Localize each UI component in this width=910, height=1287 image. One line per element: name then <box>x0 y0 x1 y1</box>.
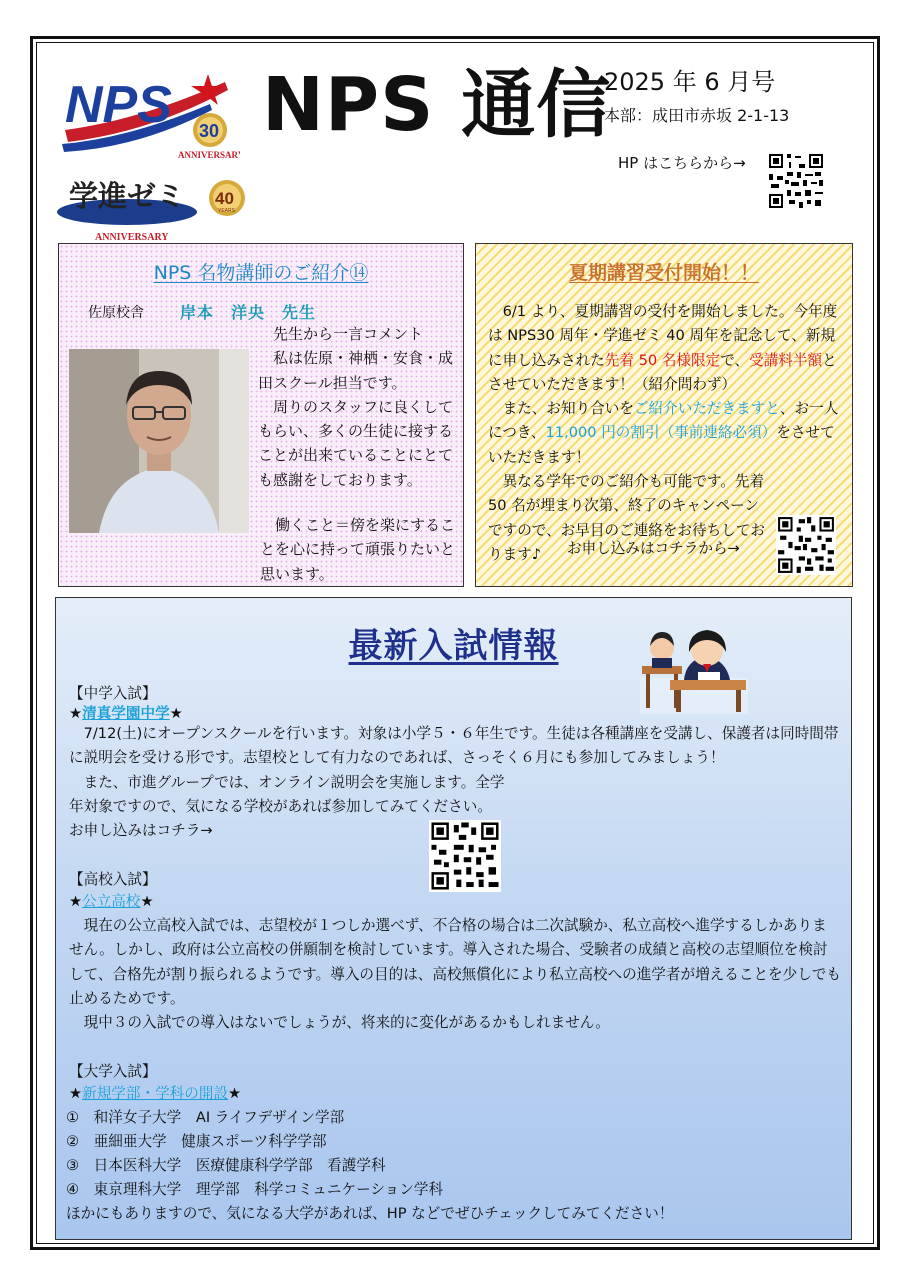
junior-paragraph-1: 7/12(土)にオープンスクールを行います。対象は小学５・６年生です。生徒は各種講座を受講し、保護者は同時間帯に説明会を受ける形です。志望校として有力なのであれば、さっそく６月にも参加してみましょう！ <box>69 725 839 767</box>
qr-code-icon <box>429 820 501 892</box>
high-school-exam-label: 【高校入試】 <box>69 871 157 888</box>
referral-highlight: ご紹介いただきますと <box>633 400 780 418</box>
teacher-name: 岸本 洋央 先生 <box>180 303 317 322</box>
high-school-exam-topic-line: ★公立高校★ <box>69 893 154 910</box>
exam-info-heading: 最新入試情報 <box>348 626 559 666</box>
new-faculties-topic: 新規学部・学科の開設 <box>82 1085 229 1102</box>
nps-30th-logo <box>60 60 240 160</box>
half-price-tuition: 受講料半額 <box>749 351 823 369</box>
qr-code-icon <box>776 515 836 575</box>
nps-30-badge: 30 <box>199 121 220 141</box>
teacher-comment-tail: 働くこと＝傍を楽にすることを心に持って頑張りたいと思います。 <box>260 516 456 583</box>
referral-discount: 11,000 円の割引（事前連絡必須） <box>545 424 777 442</box>
university-exam-label: 【大学入試】 <box>69 1063 157 1080</box>
summer-course-heading: 夏期講習受付開始！！ <box>568 262 759 284</box>
exam-info-box <box>55 597 852 1240</box>
hp-qr-code[interactable] <box>767 152 825 210</box>
gakushin-40-badge: 40 <box>215 189 234 208</box>
high-paragraph-1: 現在の公立高校入試では、志望校が１つしか選べず、不合格の場合は二次試験か、私立高校へ進学するしかありません。しかし、政府は公立高校の併願制を検討しています。導入された場合、受験者の成績と高校の志望順位を検討して、合格先が割り振られるようです。導入の目的は、高校無償化により私立高校への進学者が増えることを少しでも止めるためです。 <box>69 917 842 1007</box>
public-high-school-topic: 公立高校 <box>82 893 141 910</box>
high-paragraph-2: 現中３の入試での導入はないでしょうが、将来的に変化があるかもしれません。 <box>83 1014 610 1032</box>
hp-link-label: HP はこちらから→ <box>618 154 746 172</box>
qr-code-icon <box>767 152 825 210</box>
comment-line-2: 周りのスタッフに良くしてもらい、多くの生徒に接することが出来ていることにとても感謝をしております。 <box>258 397 454 489</box>
comment-line-1: 私は佐原・神栖・安食・成田スクール担当です。 <box>258 349 454 392</box>
university-exam-topic-line: ★新規学部・学科の開設★ <box>69 1085 242 1102</box>
headquarters-address: 本部：成田市赤坂 2-1-13 <box>604 106 790 125</box>
teacher-comment <box>258 322 454 492</box>
university-item: ② 亜細亜大学 健康スポーツ科学学部 <box>66 1133 327 1150</box>
students-studying-illustration <box>640 620 748 714</box>
summer-paragraph-3: 異なる学年でのご紹介も可能です。先着 50 名が埋まり次第、終了のキャンペーンですので、お早目のご連絡をお待ちしております♪ <box>488 473 765 563</box>
junior-paragraph-2: また、市進グループでは、オンライン説明会を実施します。全学年対象ですので、気になる学校があれば参加してみてください。 お申し込みはコチラ→ <box>69 773 505 840</box>
issue-date: 2025 年 6 月号 <box>604 68 776 96</box>
university-item: ① 和洋女子大学 AI ライフデザイン学部 <box>66 1109 345 1126</box>
teacher-photo <box>69 349 249 533</box>
online-session-qr-code[interactable] <box>429 820 501 892</box>
comment-title: 先生から一言コメント <box>273 325 424 343</box>
newsletter-title: NPS 通信 <box>262 62 612 148</box>
gakushin-logo-text: 学進ゼミ <box>69 179 186 213</box>
university-item: ③ 日本医科大学 医療健康科学学部 看護学科 <box>66 1157 386 1174</box>
teacher-intro-heading: NPS 名物講師のご紹介⑭ <box>153 262 369 284</box>
gakushin-anniversary-text: ANNIVERSARY <box>95 232 169 242</box>
junior-exam-label: 【中学入試】 <box>69 685 157 702</box>
nps-logo-text: NPS <box>65 76 172 134</box>
first-50-limited: 先着 50 名様限定 <box>604 351 721 369</box>
university-closing: ほかにもありますので、気になる大学があれば、HP などでぜひチェックしてみてください！ <box>66 1205 674 1222</box>
junior-exam-school-line: ★清真学園中学★ <box>69 705 183 722</box>
summer-apply-label: お申し込みはコチラから→ <box>567 540 740 557</box>
svg-text:YEARS: YEARS <box>218 208 235 214</box>
university-item: ④ 東京理科大学 理学部 科学コミュニケーション学科 <box>66 1181 444 1198</box>
teacher-campus: 佐原校舎 <box>88 305 144 321</box>
nps-anniversary-text: ANNIVERSARY <box>178 150 240 160</box>
summer-paragraph-2: また、お知り合いをご紹介いただきますと、お一人につき、11,000 円の割引（事前連絡必須）をさせていただきます！ <box>488 400 839 466</box>
summer-paragraph-1: 6/1 より、夏期講習の受付を開始しました。今年度は NPS30 周年・学進ゼミ 40 周年を記念して、新規に申し込みされた先着 50 名様限定で、受講料半額とさせていただきます！（紹介問わず） <box>488 303 838 393</box>
gakushin-40th-logo <box>55 172 245 242</box>
high-school-exam-text <box>69 914 841 1035</box>
seishin-gakuen-link[interactable]: 清真学園中学 <box>82 705 170 722</box>
summer-qr-code[interactable] <box>776 515 836 575</box>
